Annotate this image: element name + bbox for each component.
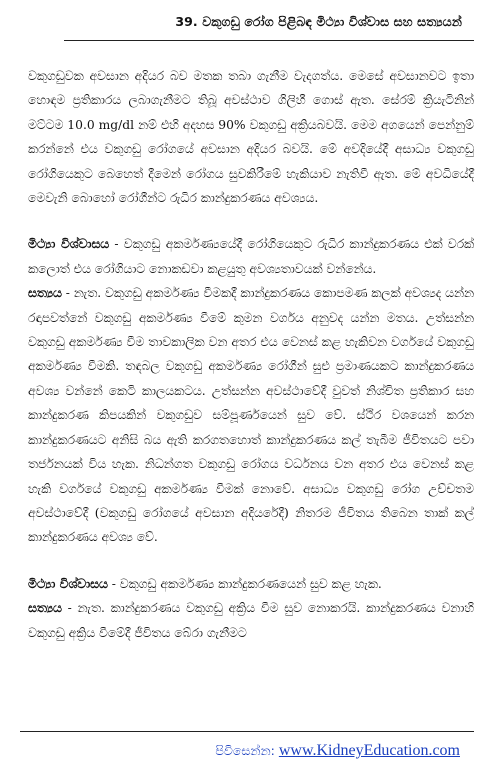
intro-paragraph: වකුගඩුවක අවසාන අදියර බව මතක තබා ගැනීම වැදගත්ය. මෙසේ අවසානවට ඉතා හොඳම ප්‍රතිකාරය ලබාගැනීමට තිබූ අවස්ථාව ගිලිහී ගොස් ඇත. සේරම් ක්‍රියැටිනින් මට්ටම 10.0 mg/dl නම් එහි අදහස 90% වකුගඩු අක්‍රියබවයි. මෙම අගයෙන් පෙන්නුම් කරන්නේ එය වකුගඩු රෝගයේ අවසාන අදියර බවයි. මේ අවදියේදී අසාධ්‍ය වකුගඩු රෝගියෙකුට බෙහෙත් දීමෙන් රෝගය සුවකිරීමේ හැකියාව නැතිවී ඇත. මේ අවධියේදී මෙවැනි බොහෝ රෝගීන්ට රුධිර කාන්දුකරණය අවශ්‍යය. [28,69,474,206]
page-footer [215,742,460,760]
page-body [28,64,474,645]
myth-label: මිථ්‍යා විශ්වාසය [28,576,108,591]
truth-text: - නැත. වකුගඩු අකර්මණ්‍ය වීමකදී කාන්දුකරණය කොපමණ කලක් අවශ්‍යද යන්න රඳාපවත්නේ වකුගඩු අකර්මණ්‍ය වීමේ කුමන වර්ගය අනුවද යන්න මතය. උත්සන්න වකුගඩු අකර්මණ්‍ය වීම තාවකාලික වන අතර එය වෙනස් කළ හැකිවන වර්ගයේ වකුගඩු අකර්මණ්‍ය වීමකි. තඳබල වකුගඩු අකර්මණ්‍ය රෝගීන් සුළු ප්‍රමාණයකට කාන්දුකරණය අවශ්‍ය වන්නේ කෙටි කාලයකටය. උත්සන්න අවස්ථාවේදී වුවත් නිශ්චිත ප්‍රතිකාර සහ කාන්දුකරණ කිපයකින් වකුගඩුව සම්පූර්ණයෙන් සුව වේ. ස්ථිර වශයෙන් කරන කාන්දුකරණයට අනිසි බය ඇති කරගතහොත් කාන්දුකරණය කල් තැබීම ජීවිතයට පවා තර්ජනයක් විය හැක. නිධන්ගත වකුගඩු රෝගය වර්ධනය වන අතර එය වෙනස් කළ හැකි වර්ගයේ වකුගඩු අකර්මණ්‍ය වීමක් නොවේ. අසාධ්‍ය වකුගඩු රෝග උච්චතම අවස්ථාවේදී (වකුගඩු රෝගයේ අවසාන අදියරේදී) නිතරම ජීවිතය තිබෙන තාක් කල් කාන්දුකරණය අවශ්‍ය වේ. [28,286,474,545]
footer-prefix: පිවිසෙන්න: [215,743,279,758]
myth-text: - වකුගඩු අකර්මණ්‍ය කාන්දුකරණයෙන් සුව කළ හැක. [107,576,382,591]
myth-paragraph-2 [28,572,474,596]
myth-paragraph-1 [28,232,474,281]
truth-paragraph-2 [28,596,474,645]
truth-text: - නැත. කාන්දුකරණය වකුගඩු අක්‍රිය වීම සුව නොකරයි. කාන්දුකරණය වනාහි වකුගඩු අක්‍රිය වීමේදී ජීවිතය බේරා ගැනීමට [28,601,474,640]
myth-label: මිථ්‍යා විශ්වාසය [28,237,110,252]
footer-divider [20,731,474,732]
website-link[interactable]: www.KidneyEducation.com [278,742,460,759]
header-divider [64,40,474,41]
truth-label: සත්‍යය [28,286,62,301]
page-header: 39. වකුගඩු රෝග පිළිබඳ මිථ්‍යා විශ්වාස සහ සත්‍යයන් [175,14,462,29]
myth-text: - වකුගඩු අකර්මණ්‍යයේදී රෝගියෙකුට රුධිර කාන්දුකරණය එක් වරක් කලොත් එය රෝගියාට නොකඩවා කළයුතු අවශ්‍යතාවයක් වන්නේය. [28,237,475,276]
truth-paragraph-1 [28,281,474,549]
truth-label: සත්‍යය [28,601,62,616]
